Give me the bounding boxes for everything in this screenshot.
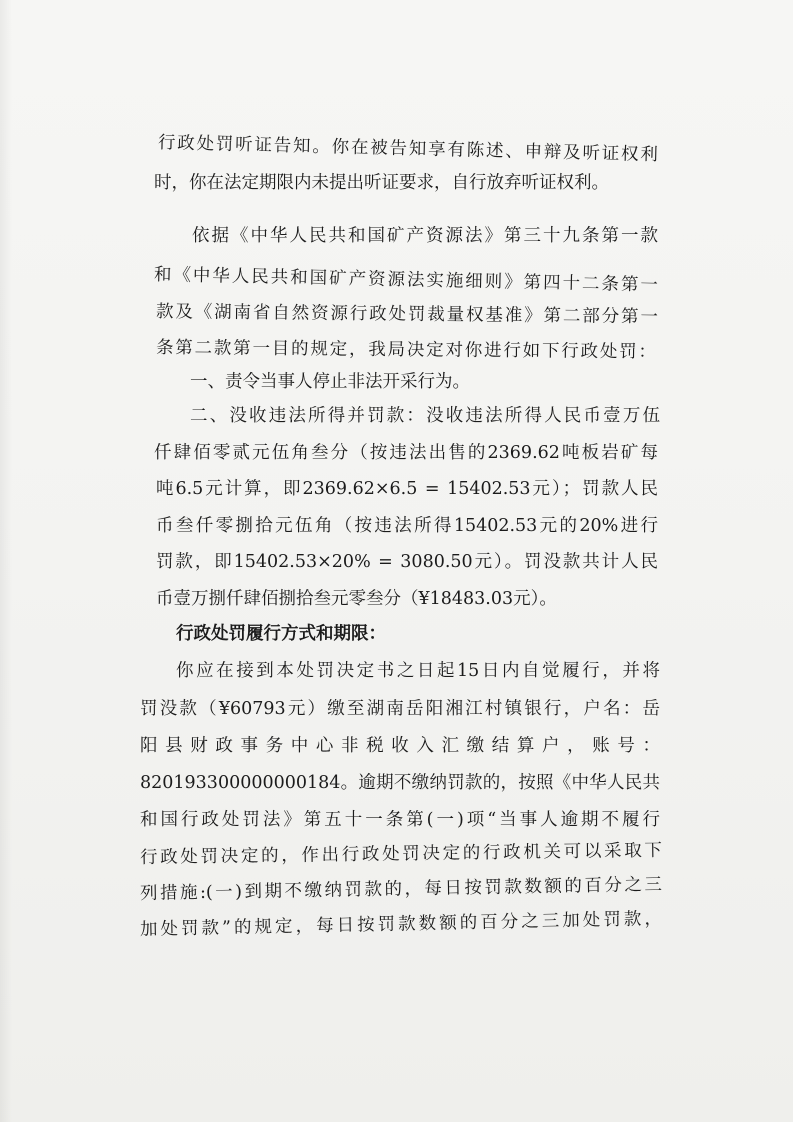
text-line-payment-1: 你应在接到本处罚决定书之日起15日内自觉履行，并将: [176, 661, 660, 681]
text-line-payment-3: 阳县财政事务中心非税收入汇缴结算户，账号：: [140, 736, 660, 756]
text-line-penalty-amount-3: 币叁仟零捌拾元伍角（按违法所得15402.53元的20%进行: [156, 516, 658, 536]
document-body: [139, 0, 663, 1122]
text-line-hearing-waived: 时，你在法定期限内未提出听证要求，自行放弃听证权利。: [154, 173, 609, 193]
scan-edge-shadow: [0, 0, 12, 1122]
text-line-legal-clause-3: 列措施:(一)到期不缴纳罚款的，每日按罚款数额的百分之三: [139, 874, 663, 904]
text-line-hearing-notice: 行政处罚听证告知。你在被告知享有陈述、申辩及听证权利: [157, 133, 659, 166]
text-line-penalty-amount-2: 吨6.5元计算，即2369.62×6.5 = 15402.53元）；罚款人民: [156, 479, 658, 499]
text-line-legal-clause-4: 加处罚款”的规定，每日按罚款数额的百分之三加处罚款，: [139, 909, 663, 940]
text-line-penalty-item-2: 二、没收违法所得并罚款：没收违法所得人民币壹万伍: [190, 406, 660, 426]
text-line-account-number: 820193300000000184。逾期不缴纳罚款的，按照《中华人民共: [140, 773, 660, 793]
text-line-legal-basis-2: 和《中华人民共和国矿产资源法实施细则》第四十二条第一: [153, 265, 659, 296]
section-heading-payment: 行政处罚履行方式和期限：: [176, 624, 386, 644]
text-line-legal-basis-1: 依据《中华人民共和国矿产资源法》第三十九条第一款: [192, 226, 658, 246]
text-line-penalty-item-1: 一、责令当事人停止非法开采行为。: [190, 372, 470, 392]
text-line-legal-clause-1: 和国行政处罚法》第五十一条第(一)项“当事人逾期不履行: [140, 810, 660, 830]
text-line-decision-intro: 条第二款第一目的规定，我局决定对你进行如下行政处罚：: [155, 338, 657, 363]
text-line-payment-2: 罚没款（¥60793元）缴至湖南岳阳湘江村镇银行，户名：岳: [140, 699, 660, 719]
text-line-penalty-total: 币壹万捌仟肆佰捌拾叁元零叁分（¥18483.03元）。: [156, 589, 557, 609]
text-line-legal-basis-3: 款及《湖南省自然资源行政处罚裁量权基准》第二部分第一: [155, 302, 659, 328]
text-line-legal-clause-2: 行政处罚决定的，作出行政处罚决定的行政机关可以采取下: [139, 840, 663, 868]
text-line-penalty-amount-4: 罚款，即15402.53×20% = 3080.50元）。罚没款共计人民: [156, 552, 658, 572]
text-line-penalty-amount-1: 仟肆佰零贰元伍角叁分（按违法出售的2369.62吨板岩矿每: [154, 443, 658, 463]
